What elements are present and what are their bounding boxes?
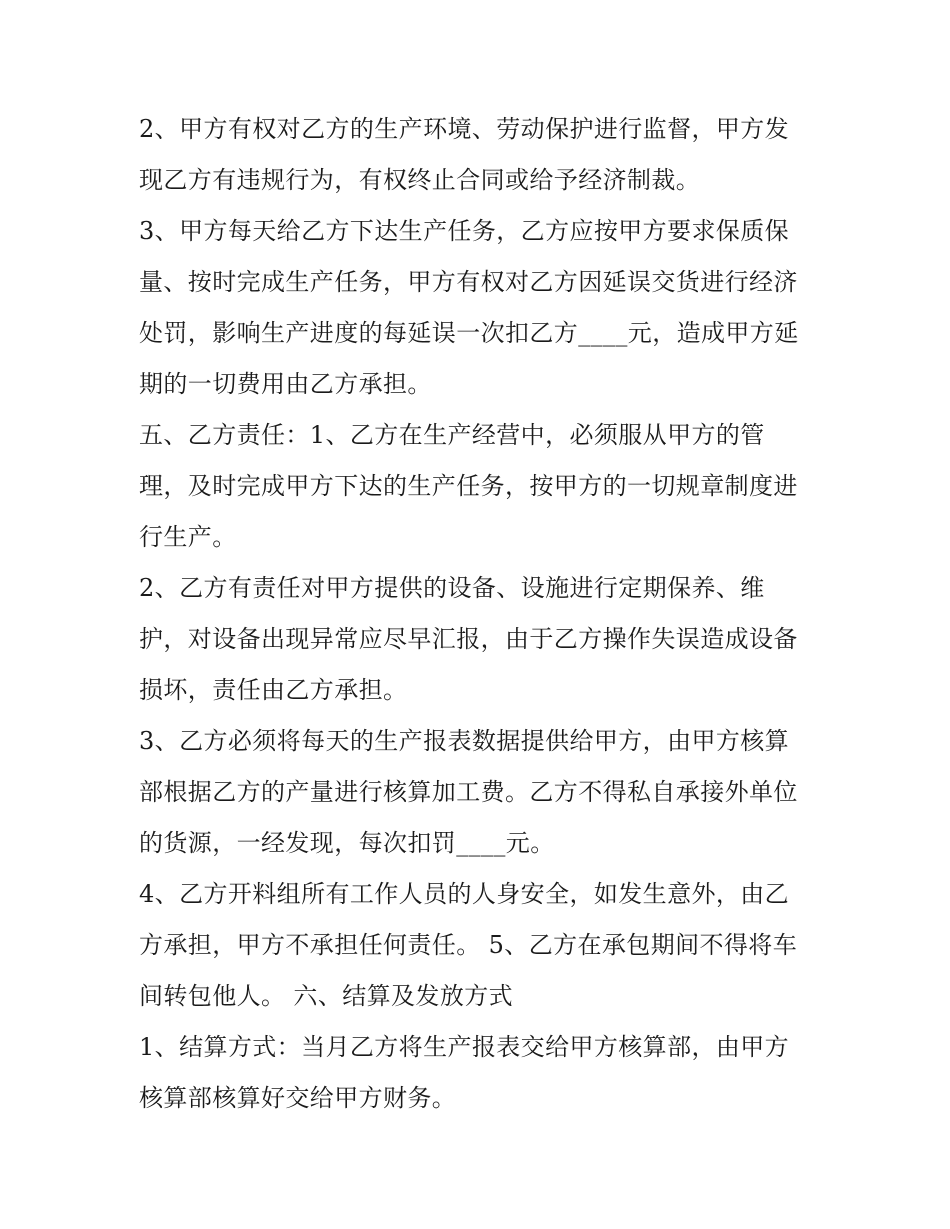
paragraph-settlement [139, 1022, 819, 1124]
text-line: 期的一切费用由乙方承担。 [139, 370, 432, 398]
paragraph-clause-b3 [139, 716, 819, 869]
paragraph-clause-a2 [139, 104, 819, 206]
text-line: 方承担，甲方不承担任何责任。 5、乙方在承包期间不得将车 [139, 931, 798, 959]
text-line: 2、乙方有责任对甲方提供的设备、设施进行定期保养、维 [139, 574, 765, 602]
text-line: 2、甲方有权对乙方的生产环境、劳动保护进行监督，甲方发 [139, 115, 790, 143]
text-line: 处罚，影响生产进度的每延误一次扣乙方____元，造成甲方延 [139, 319, 799, 347]
text-line: 护，对设备出现异常应尽早汇报，由于乙方操作失误造成设备 [139, 625, 798, 653]
paragraph-clause-b2 [139, 563, 819, 716]
text-line: 3、甲方每天给乙方下达生产任务，乙方应按甲方要求保质保 [139, 217, 790, 245]
text-line: 五、乙方责任：1、乙方在生产经营中，必须服从甲方的管 [139, 421, 765, 449]
document-body [139, 104, 819, 1124]
paragraph-section-5 [139, 410, 819, 563]
paragraph-clause-a3 [139, 206, 819, 410]
text-line: 量、按时完成生产任务，甲方有权对乙方因延误交货进行经济 [139, 268, 798, 296]
text-line: 1、结算方式：当月乙方将生产报表交给甲方核算部，由甲方 [139, 1033, 790, 1061]
text-line: 核算部核算好交给甲方财务。 [139, 1084, 457, 1112]
text-line: 行生产。 [139, 523, 237, 551]
paragraph-clause-b4 [139, 869, 819, 1022]
text-line: 理，及时完成甲方下达的生产任务，按甲方的一切规章制度进 [139, 472, 798, 500]
text-line: 间转包他人。 六、结算及发放方式 [139, 982, 514, 1010]
text-line: 的货源，一经发现，每次扣罚____元。 [139, 829, 555, 857]
text-line: 3、乙方必须将每天的生产报表数据提供给甲方，由甲方核算 [139, 727, 790, 755]
text-line: 现乙方有违规行为，有权终止合同或给予经济制裁。 [139, 166, 701, 194]
text-line: 损坏，责任由乙方承担。 [139, 676, 408, 704]
text-line: 4、乙方开料组所有工作人员的人身安全，如发生意外，由乙 [139, 880, 790, 908]
text-line: 部根据乙方的产量进行核算加工费。乙方不得私自承接外单位 [139, 778, 798, 806]
